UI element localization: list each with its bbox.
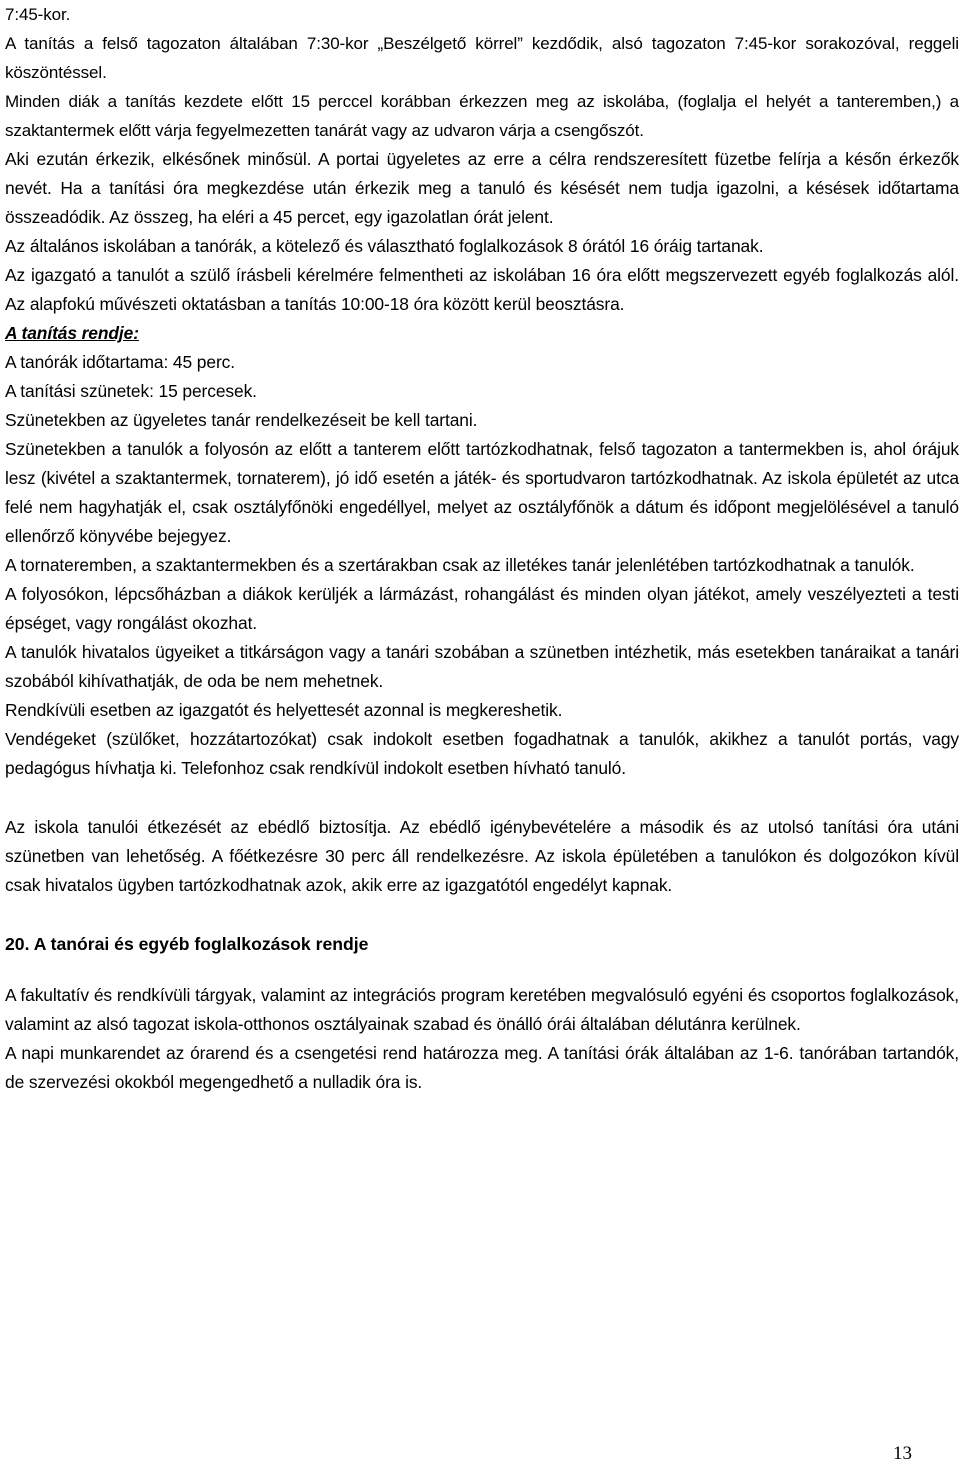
rule-corridor-behaviour: A folyosókon, lépcsőházban a diákok kerüljék a lármázást, rohangálást és minden olyan játékot, amely veszélyezteti a testi épséget, vagy rongálást okozhat. [5, 584, 959, 633]
page-number: 13 [893, 1443, 912, 1464]
rule-visitors: Vendégeket (szülőket, hozzátartozókat) csak indokolt esetben fogadhatnak a tanulók, akikhez a tanulót portás, vagy pedagógus hívhatja ki. Telefonhoz csak rendkívül indokolt esetben hívható tanuló. [5, 729, 959, 778]
paragraph-lateness: Aki ezután érkezik, elkésőnek minősül. A portai ügyeletes az erre a célra rendszeresített füzetbe felírja a későn érkezők nevét. Ha a tanítási óra megkezdése után érkezik meg a tanuló és késését nem tudja igazolni, a késések időtartama összeadódik. Az összeg, ha eléri a 45 percet, egy igazolatlan órát jelent. [5, 149, 959, 227]
rule-lesson-duration: A tanórák időtartama: 45 perc. [5, 352, 235, 372]
paragraph-optional-classes: A fakultatív és rendkívüli tárgyak, valamint az integrációs program keretében megvalósuló egyéni és csoportos foglalkozások, valamint az alsó tagozat iskola-otthonos osztályainak szabad és önálló órái általában délutánra kerülnek. [5, 985, 959, 1034]
paragraph-dining: Az iskola tanulói étkezését az ebédlő biztosítja. Az ebédlő igénybevételére a második és az utolsó tanítási óra utáni szünetben van lehetőség. A főétkezésre 30 perc áll rendelkezésre. Az iskola épületében a tanulókon és dolgozókon kívül csak hivatalos ügyben tartózkodhatnak azok, akik erre az igazgatótól engedélyt kapnak. [5, 817, 959, 895]
rule-duty-teacher: Szünetekben az ügyeletes tanár rendelkezéseit be kell tartani. [5, 410, 478, 430]
paragraph-daily-schedule: A napi munkarendet az órarend és a csengetési rend határozza meg. A tanítási órák általában az 1-6. tanórában tartandók, de szervezési okokból megengedhető a nulladik óra is. [5, 1043, 959, 1092]
paragraph-exemption: Az igazgató a tanulót a szülő írásbeli kérelmére felmentheti az iskolában 16 óra előtt megszervezett egyéb foglalkozás alól. Az alapfokú művészeti oktatásban a tanítás 10:00-18 óra között kerül beosztásra. [5, 265, 959, 314]
section-heading: 20. A tanórai és egyéb foglalkozások rendje [5, 934, 369, 954]
paragraph-continuation: 7:45-kor. [5, 5, 71, 24]
rule-special-rooms: A tornateremben, a szaktantermekben és a szertárakban csak az illetékes tanár jelenlétében tartózkodhatnak a tanulók. [5, 555, 915, 575]
rule-break-location: Szünetekben a tanulók a folyosón az előtt a tanterem előtt tartózkodhatnak, felső tagozaton a tantermekben is, ahol órájuk lesz (kivétel a szaktantermek, tornaterem), jó idő esetén a játék- és sportudvaron tartózkodhatnak. Az iskola épületét az utca felé nem hagyhatják el, csak osztályfőnöki engedéllyel, melyet az osztályfőnök a dátum és időpont megjelölésével a tanuló ellenőrző könyvébe bejegyez. [5, 439, 959, 546]
document-page [5, 0, 959, 1097]
spacer [5, 959, 959, 981]
paragraph-arrival: Minden diák a tanítás kezdete előtt 15 perccel korábban érkezzen meg az iskolába, (foglalja el helyét a tanteremben,) a szaktantermek előtt várja fegyelmezetten tanárát vagy az udvaron várja a csengőszót. [5, 92, 959, 140]
spacer [5, 900, 959, 930]
paragraph-start-times: A tanítás a felső tagozaton általában 7:30-kor „Beszélgető körrel” kezdődik, alsó tagozaton 7:45-kor sorakozóval, reggeli köszöntéssel. [5, 34, 959, 82]
rule-official-matters: A tanulók hivatalos ügyeiket a titkárságon vagy a tanári szobában a szünetben intézhetik, más esetekben tanáraikat a tanári szobából kihívathatják, de oda be nem mehetnek. [5, 642, 959, 691]
spacer [5, 783, 959, 813]
subheading-teaching-order: A tanítás rendje: [5, 323, 139, 343]
rule-emergency-contact: Rendkívüli esetben az igazgatót és helyettesét azonnal is megkereshetik. [5, 700, 563, 720]
rule-break-length: A tanítási szünetek: 15 percesek. [5, 381, 257, 401]
paragraph-school-hours: Az általános iskolában a tanórák, a kötelező és választható foglalkozások 8 órától 16 óráig tartanak. [5, 236, 764, 256]
